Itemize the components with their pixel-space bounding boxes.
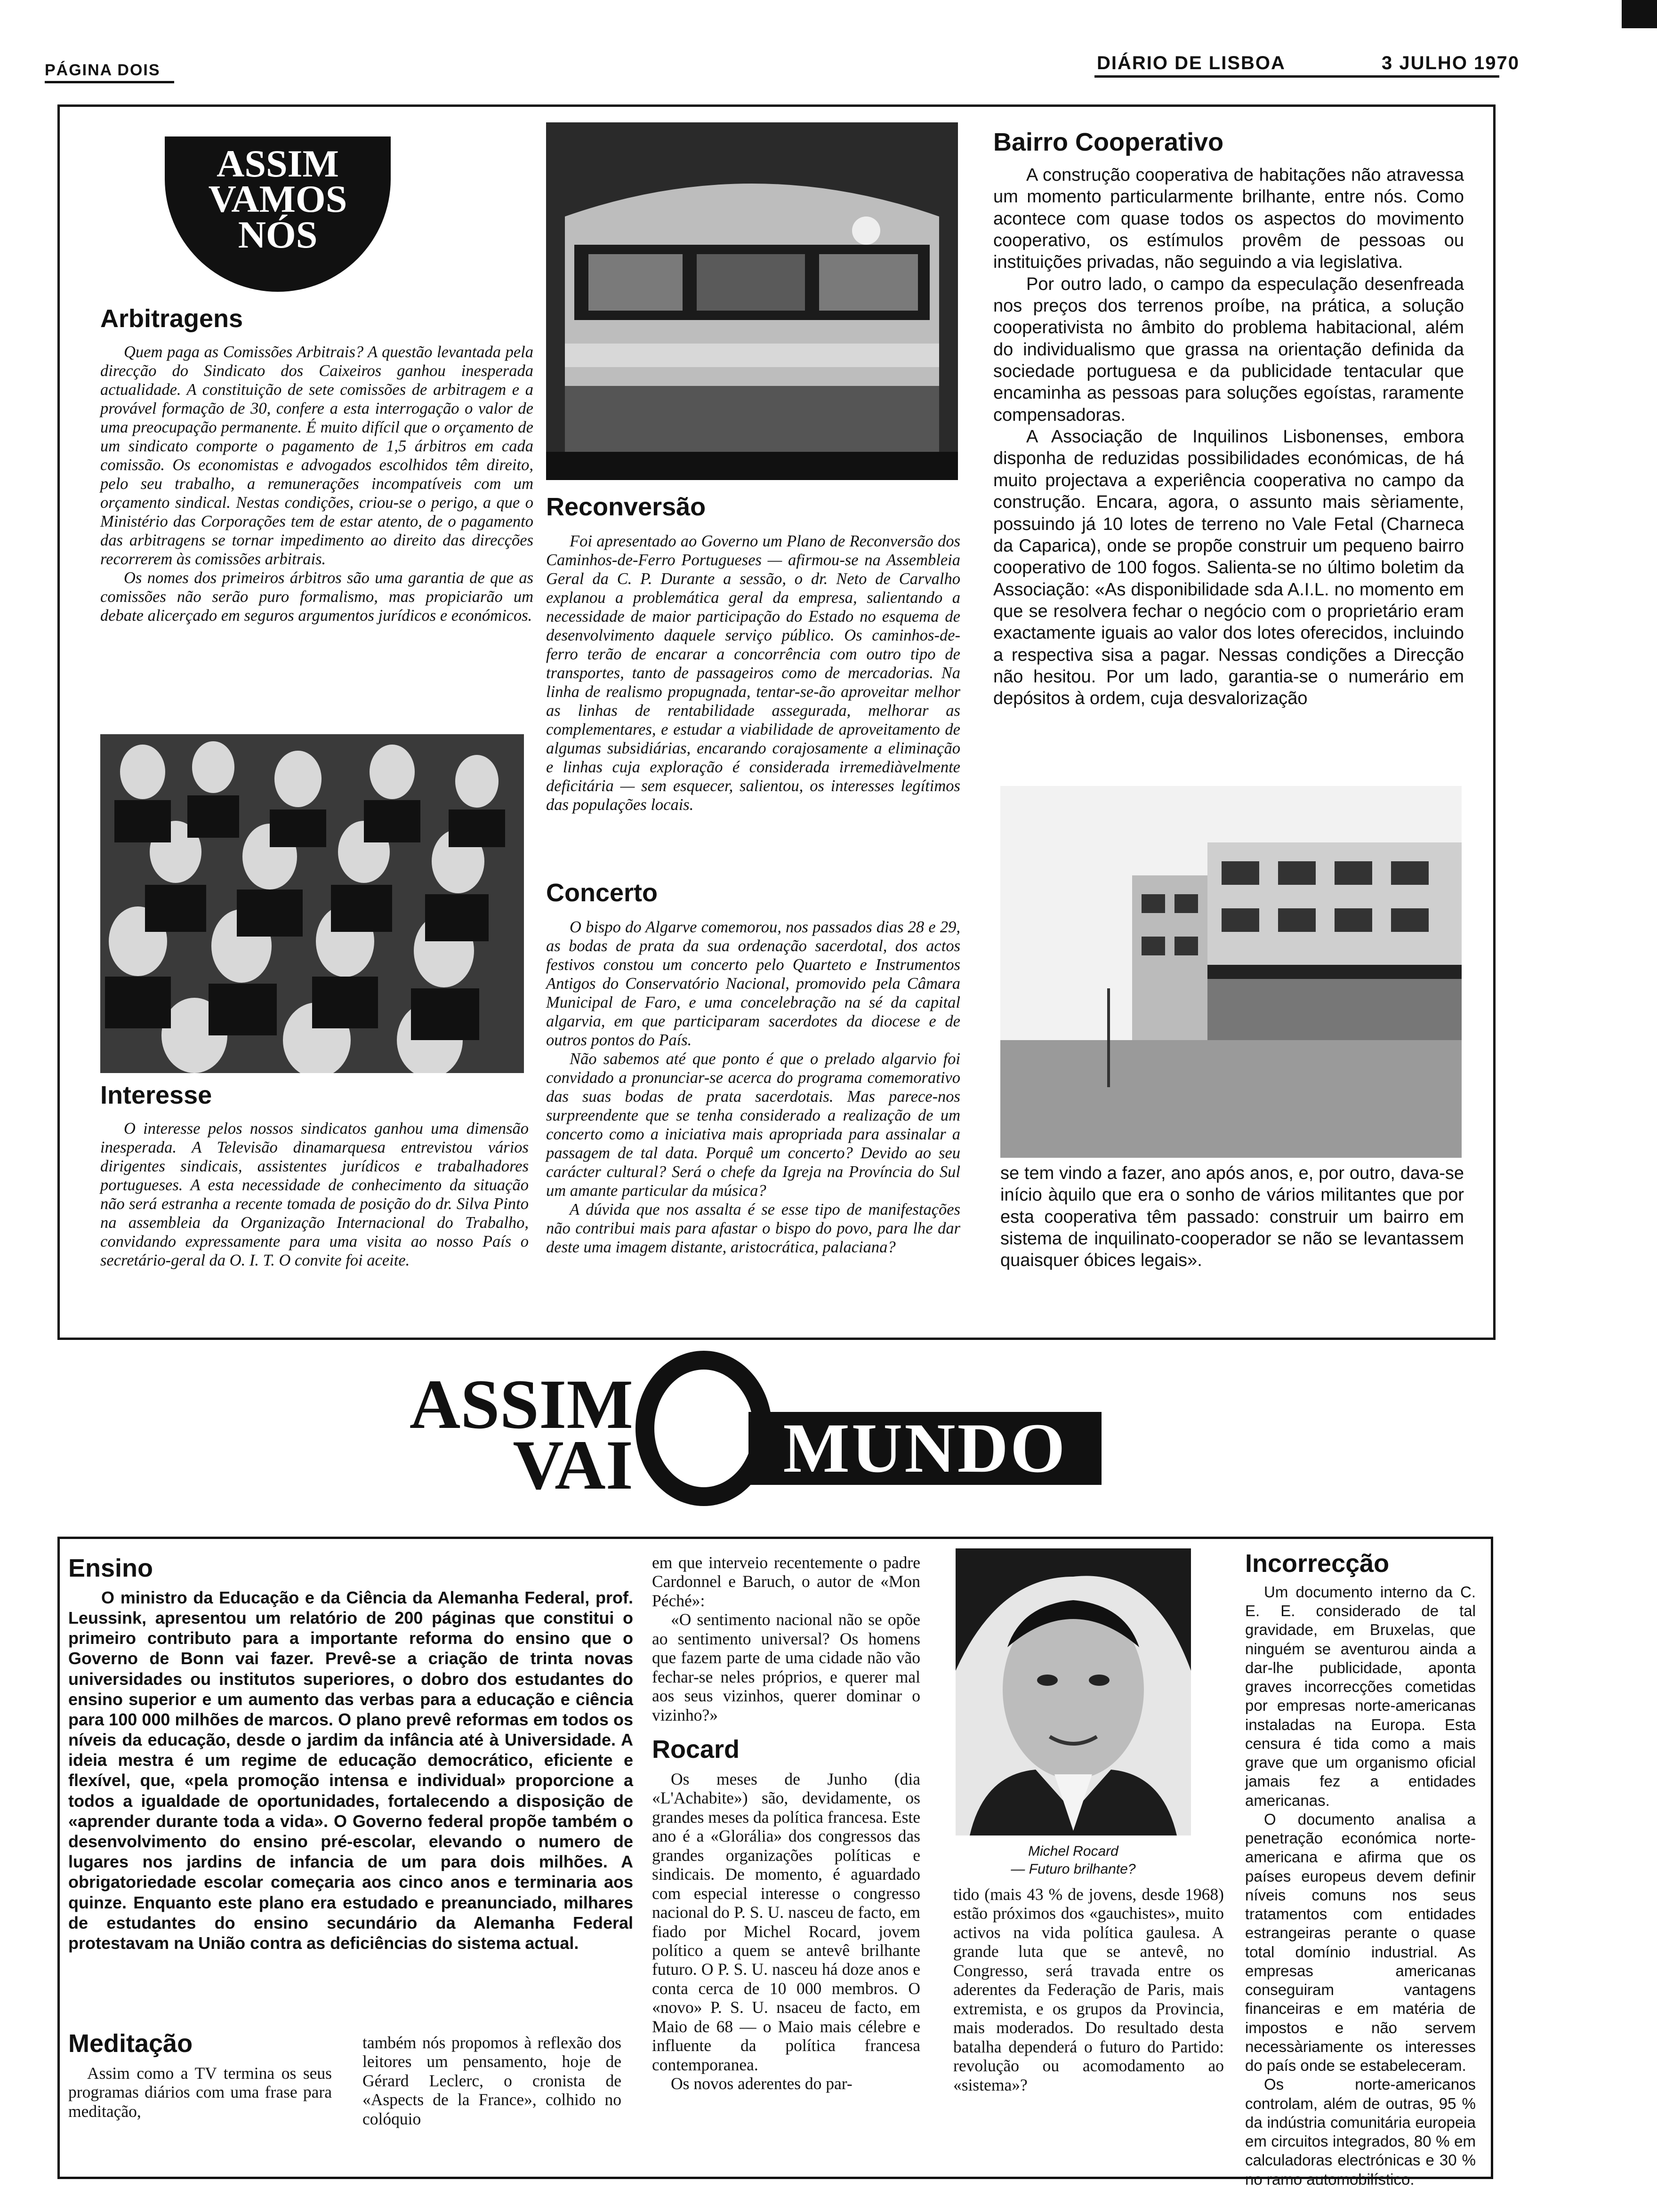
header-underline [45,81,174,83]
ensino-title: Ensino [68,1554,153,1582]
banner-word-assim: ASSIM [409,1365,633,1443]
meditacao-article [68,2028,332,2121]
meditacao-paragraph: em que interveio recentemente o padre Cardonnel e Baruch, o autor de «Mon Péché»: [652,1553,920,1610]
rocard-column-2 [953,1885,1224,2094]
ensino-article [68,1553,633,1953]
bairro-paragraph: se tem vindo a fazer, ano após anos, e, por outro, dava-se início àquilo que era o sonho de vários militantes que por esta cooperativa têm passado: construir um bairro em sistema de inquilinato-cooperador se não se levantassem quaisquer óbices legais». [1000,1163,1464,1271]
meditacao-paragraph: Assim como a TV termina os seus programas diários com uma frase para meditação, [68,2063,332,2121]
rocard-photo-caption [956,1843,1191,1878]
reconversao-title: Reconversão [546,493,706,521]
banner-word-mundo: MUNDO [748,1412,1102,1485]
rocard-paragraph: Os novos aderentes do par- [671,2074,853,2093]
caption-name: Michel Rocard [1028,1843,1118,1859]
interesse-paragraph: O interesse pelos nossos sindicatos ganhou uma dimensão inesperada. A Televisão dinamarquesa entrevistou vários dirigentes sindicais, assistentes jurídicos e trabalhadores portugueses. A esta necessidade de conhecimento da situação não será estranha a recente tomada de posição do dr. Silva Pinto na assembleia da Organização Internacional do Trabalho, convidando expressamente para uma visita ao nosso País o secretário-geral da O. I. T. O convite foi aceite. [100,1119,529,1269]
incorreccao-paragraph: Um documento interno da C. E. E. considerado de tal gravidade, em Bruxelas, que ninguém se aventurou ainda a dar-lhe publicidade, aponta graves incorrecções cometidas por empresas norte-americanas instaladas na Europa. Esta censura é tida como a mais grave que um organismo oficial jamais fez a entidades americanas. [1245,1583,1476,1809]
incorreccao-paragraph: Os norte-americanos controlam, além de outras, 95 % da indústria comunitária europeia em circuitos integrados, 80 % em calculadoras electrónicas e 30 % no ramo automobilístico. [1245,2076,1476,2188]
corner-mark [1622,0,1657,28]
incorreccao-article [1245,1548,1476,2189]
arbitragens-paragraph: Quem paga as Comissões Arbitrais? A questão levantada pela direcção do Sindicato dos Caixeiros ganhou inesperada actualidade. A constituição de sete comissões de arbitragem e a provável formação de 30, confere a esta interrogação o valor de uma preocupação permanente. É muito difícil que o orçamento de um sindicato comporte o pagamento de 1,5 árbitros em cada comissão. Os economistas e advogados escolhidos têm direito, pelo seu trabalho, a remunerações incompatíveis com um orçamento sindical. Nestas condições, criou-se o perigo, a que o Ministério das Corporações tem de estar atento, de o pagamento das arbitragens se tornar impedimento ao direito das direcções recorrerem às comissões arbitrais. [100,343,533,568]
bairro-paragraph: Por outro lado, o campo da especulação desenfreada nos preços dos terrenos proíbe, na prática, a solução cooperativista no âmbito do problema habitacional, além do individualismo que grassa na orientação definida da sociedade portuguesa e da publicidade tentacular que encaminha as pessoas para soluções egoístas, raramente compensadoras. [993,274,1464,425]
meditacao-quote: «O sentimento nacional não se opõe ao sentimento universal? Os homens que fazem parte de uma cidade não vão fechar-se neles próprios, e querer mal aos seus vizinhos, querer dominar o vizinho?» [652,1610,920,1724]
issue-date: 3 JULHO 1970 [1382,53,1520,73]
concerto-paragraph: Não sabemos até que ponto é que o prelado algarvio foi convidado a pronunciar-se acerca do programa comemorativo das suas bodas de prata sacerdotais. Mas parece-nos surpreendente que se tenha considerado a realização de um concerto como a iniciativa mais apropriada para assinalar a passagem de tal data. Porquê um concerto? Devido ao seu carácter cultural? Será o chefe da Igreja na Província do Sul um amante particular da música? [546,1050,960,1200]
michel-rocard-portrait [956,1548,1191,1835]
caption-subtitle: — Futuro brilhante? [1011,1861,1136,1877]
logo-line-2: VAMOS [208,177,347,221]
cooperative-housing-photo [1000,786,1462,1158]
logo-line-3: NÓS [238,213,318,256]
concerto-paragraph: O bispo do Algarve comemorou, nos passados dias 28 e 29, as bodas de prata da sua ordenação sacerdotal, dos actos festivos constou um concerto pelo Quarteto e Instrumentos Antigos do Conservatório Nacional, promovido pela Câmara Municipal de Faro, e uma concelebração na sé da capital algarvia, em que participaram sacerdotes da diocese e de outros pontos do País. [546,918,960,1049]
reconversao-article [546,492,960,814]
meditacao-paragraph: também nós propomos à reflexão dos leitores um pensamento, hoje de Gérard Leclerc, o cronista de «Aspects de la France», colhido no colóquio [362,2033,621,2128]
rocard-article [652,1734,920,2093]
arbitragens-article [100,304,533,625]
rocard-paragraph: Os meses de Junho (dia «L'Achabite») são, devidamente, os grandes meses da política francesa. Este ano é a «Glorália» dos congressos das grandes organizações políticas e sindicais. De momento, é aguardado com especial interesse o congresso nacional do P. S. U. nasceu de facto, em fiado por Michel Rocard, jovem político a quem se antevê brilhante futuro. O P. S. U. nasceu há doze anos e conta cerca de 10 000 membros. O «novo» P. S. U. nsaceu de facto, em Maio de 68 — o Maio mais célebre e influente da política francesa contemporanea. [652,1769,920,2074]
rocard-paragraph: tido (mais 43 % de jovens, desde 1968) estão próximos dos «gauchistes», muito activos na vida política gaulesa. A grande luta que se antevê, no Congresso, será travada entre os aderentes da Federação de Paris, mais extremista, e os grupos da Provincia, mais moderados. Do resultado desta batalha dependerá o futuro do Partido: revolução ou acomodamento ao «sistema»? [953,1885,1224,2094]
incorreccao-title: Incorrecção [1245,1549,1390,1578]
bairro-title: Bairro Cooperativo [993,128,1224,156]
concerto-article [546,878,960,1257]
banner-word-vai: VAI [513,1426,633,1504]
interesse-title: Interesse [100,1081,212,1109]
reconversao-paragraph: Foi apresentado ao Governo um Plano de Reconversão dos Caminhos-de-Ferro Portugueses — afirmou-se na Assembleia Geral da C. P. Durante a sessão, o dr. Neto de Carvalho explanou a problemática geral da empresa, salientando a necessidade de maior participação do Estado no esquema de desenvolvimento daquele serviço público. Os caminhos-de-ferro terão de encarar a concorrência com outro tipo de transportes, tanto de passageiros como de mercadorias. Na linha de realismo propugnada, tentar-se-ão aproveitar melhor as linhas de rentabilidade assegurada, melhorar as complementares, e estudar a viabilidade de aproveitamento de algumas subsidiárias, encarando corajosamente a eliminação e linhas cuja exploração é considerada irremediàvelmente deficitária — sem esquecer, salientou, os interesses legítimos das populações locais. [546,532,960,814]
bairro-paragraph: A Associação de Inquilinos Lisbonenses, embora disponha de reduzidas possibilidades económicas, de há muito projectava a experiência cooperativa no campo da construção. Encara, agora, o assunto mais sèriamente, possuindo já 10 lotes de terreno no Vale Fetal (Charneca da Caparica), onde se propõe construir um pequeno bairro cooperativo de 100 fogos. Salienta-se no último boletim da Associação: «As disponibilidade sda A.I.L. no momento em que se resolvera fechar o negócio com o proprietário eram exactamente iguais ao valor dos lotes oferecidos, incluindo a respectiva sisa a pagar. Nessas condições a Direcção não hesitou. Por um lado, garantia-se o numerário em depósitos à ordem, cuja desvalorização [993,427,1464,709]
arbitragens-title: Arbitragens [100,305,243,333]
bairro-cooperativo-article [993,127,1464,710]
banner-left-text [370,1365,633,1504]
ensino-paragraph: O ministro da Educação e da Ciência da Alemanha Federal, prof. Leussink, apresentou um relatório de 200 páginas que constitui o primeiro contributo para a importante reforma do ensino que o Governo de Bonn vai fazer. Prevê-se a criação de trinta novas universidades ou institutos superiores, o dobro dos estudantes do ensino superior e um aumento das verbas para a educação e ciência para 100 000 milhões de marcos. O plano prevê reformas em todos os níveis da educação, desde o jardim da infância até à Universidade. A ideia mestra é um regime de educação democrático, eficiente e flexível, que, «pela promoção intensa e individual» proporcione a todos a igualdade de oportunidades, fortalecendo a disposição de «aprender durante toda a vida». O Governo federal propõe também o desenvolvimento do ensino pré-escolar, elevando o numero de lugares nos jardins de infancia de um para dois milhões. A obrigatoriedade escolar começaria aos cinco anos e terminaria aos quinze. Enquanto este plano era estudado e preanunciado, milhares de estudantes do ensino secundário da Alemanha Federal protestavam na União contra as deficiências do sistema actual. [68,1587,633,1953]
incorreccao-paragraph: O documento analisa a penetração económica norte-americana e afirma que os países europeus devem definir níveis comuns nos seus tratamentos com entidades estrangeiras perante o quase total domínio industrial. As empresas americanas conseguiram vantagens financeiras e em matéria de impostos e não servem necessàriamente os interesses do país onde se estabeleceram. [1245,1810,1476,2075]
logo-line-1: ASSIM [217,142,339,185]
concerto-title: Concerto [546,879,658,907]
header-rule [1094,75,1499,78]
page-label: PÁGINA DOIS [45,61,161,79]
union-meeting-crowd-photo [100,734,524,1073]
newspaper-name: DIÁRIO DE LISBOA [1097,53,1286,73]
arbitragens-paragraph: Os nomes dos primeiros árbitros são uma garantia de que as comissões não serão puro formalismo, mas propiciarão um debate alicerçado em seguros argumentos jurídicos e económicos. [100,569,533,625]
meditacao-column-2 [362,2033,621,2128]
train-carriage-photo [546,122,958,480]
meditacao-title: Meditação [68,2029,193,2058]
interesse-article [100,1080,529,1270]
bairro-paragraph: A construção cooperativa de habitações não atravessa um momento particularmente brilhante, entre nós. Como acontece com quase todos os aspectos do movimento cooperativo, os estímulos provêm de pessoas ou instituições privadas, não seguindo a via legislativa. [993,165,1464,272]
bairro-continuation [1000,1162,1464,1272]
meditacao-column-3 [652,1553,920,1724]
rocard-title: Rocard [652,1735,740,1763]
concerto-paragraph: A dúvida que nos assalta é se esse tipo de manifestações não contribui mais para afastar o bispo do povo, para lhe dar deste uma imagem distante, aristocrática, palaciana? [546,1201,960,1257]
